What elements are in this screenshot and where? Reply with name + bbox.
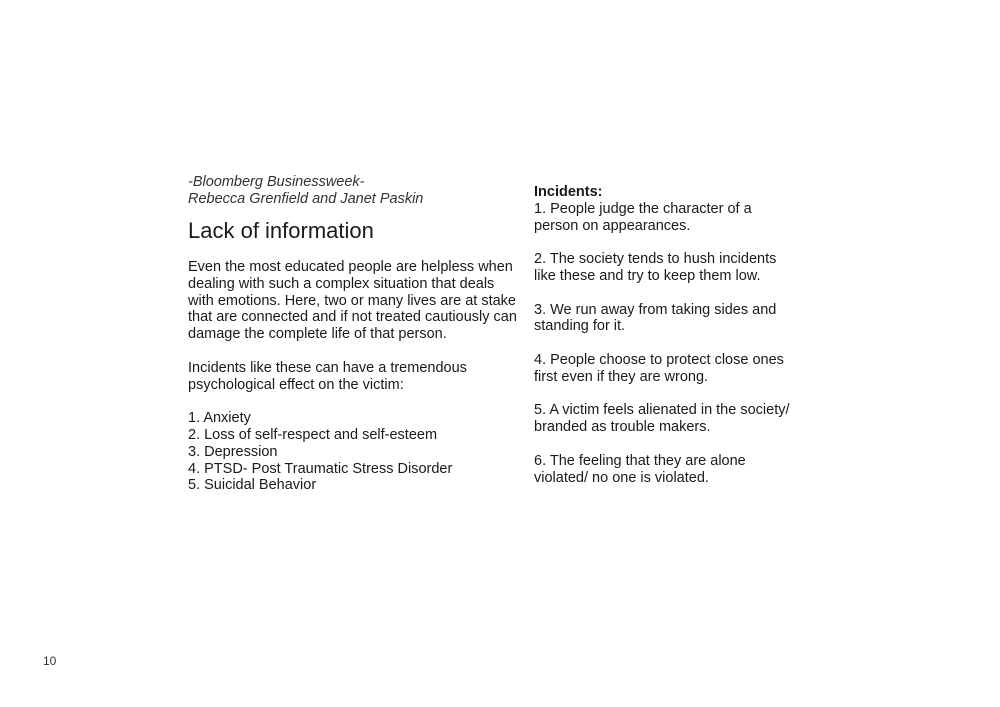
left-column	[188, 174, 518, 494]
incident-item: 2. The society tends to hush incidents like these and try to keep them low.	[534, 251, 777, 284]
list-item: 1. Anxiety	[188, 410, 251, 427]
incident-item: 5. A victim feels alienated in the society/ branded as trouble makers.	[534, 402, 790, 436]
incident-item: 4. People choose to protect close ones first even if they are wrong.	[534, 351, 784, 385]
list-item: 4. PTSD- Post Traumatic Stress Disorder	[188, 460, 453, 477]
incident-item: 6. The feeling that they are alone violated/ no one is violated.	[534, 452, 746, 486]
source-citation	[188, 174, 518, 208]
incident-item: 3. We run away from taking sides and standing for it.	[534, 301, 777, 335]
incidents-heading: Incidents:	[534, 184, 603, 200]
list-item: 3. Depression	[188, 443, 278, 460]
page-number: 10	[43, 654, 57, 668]
source-publication: -Bloomberg Businessweek-	[188, 174, 365, 190]
section-title: Lack of information	[188, 218, 374, 243]
list-item: 2. Loss of self-respect and self-esteem	[188, 426, 438, 443]
source-authors: Rebecca Grenfield and Janet Paskin	[188, 191, 424, 207]
right-column	[534, 184, 794, 486]
effects-list	[188, 410, 518, 494]
paragraph: Even the most educated people are helpless when dealing with such a complex situation that deals with emotions. Here, two or many lives are at stake that are connected and if not treated cautiously can damage the complete life of that person.	[188, 259, 517, 343]
paragraph: Incidents like these can have a tremendous psychological effect on the victim:	[188, 359, 467, 393]
list-item: 5. Suicidal Behavior	[188, 477, 317, 494]
incident-item: 1. People judge the character of a person on appearances.	[534, 200, 752, 234]
